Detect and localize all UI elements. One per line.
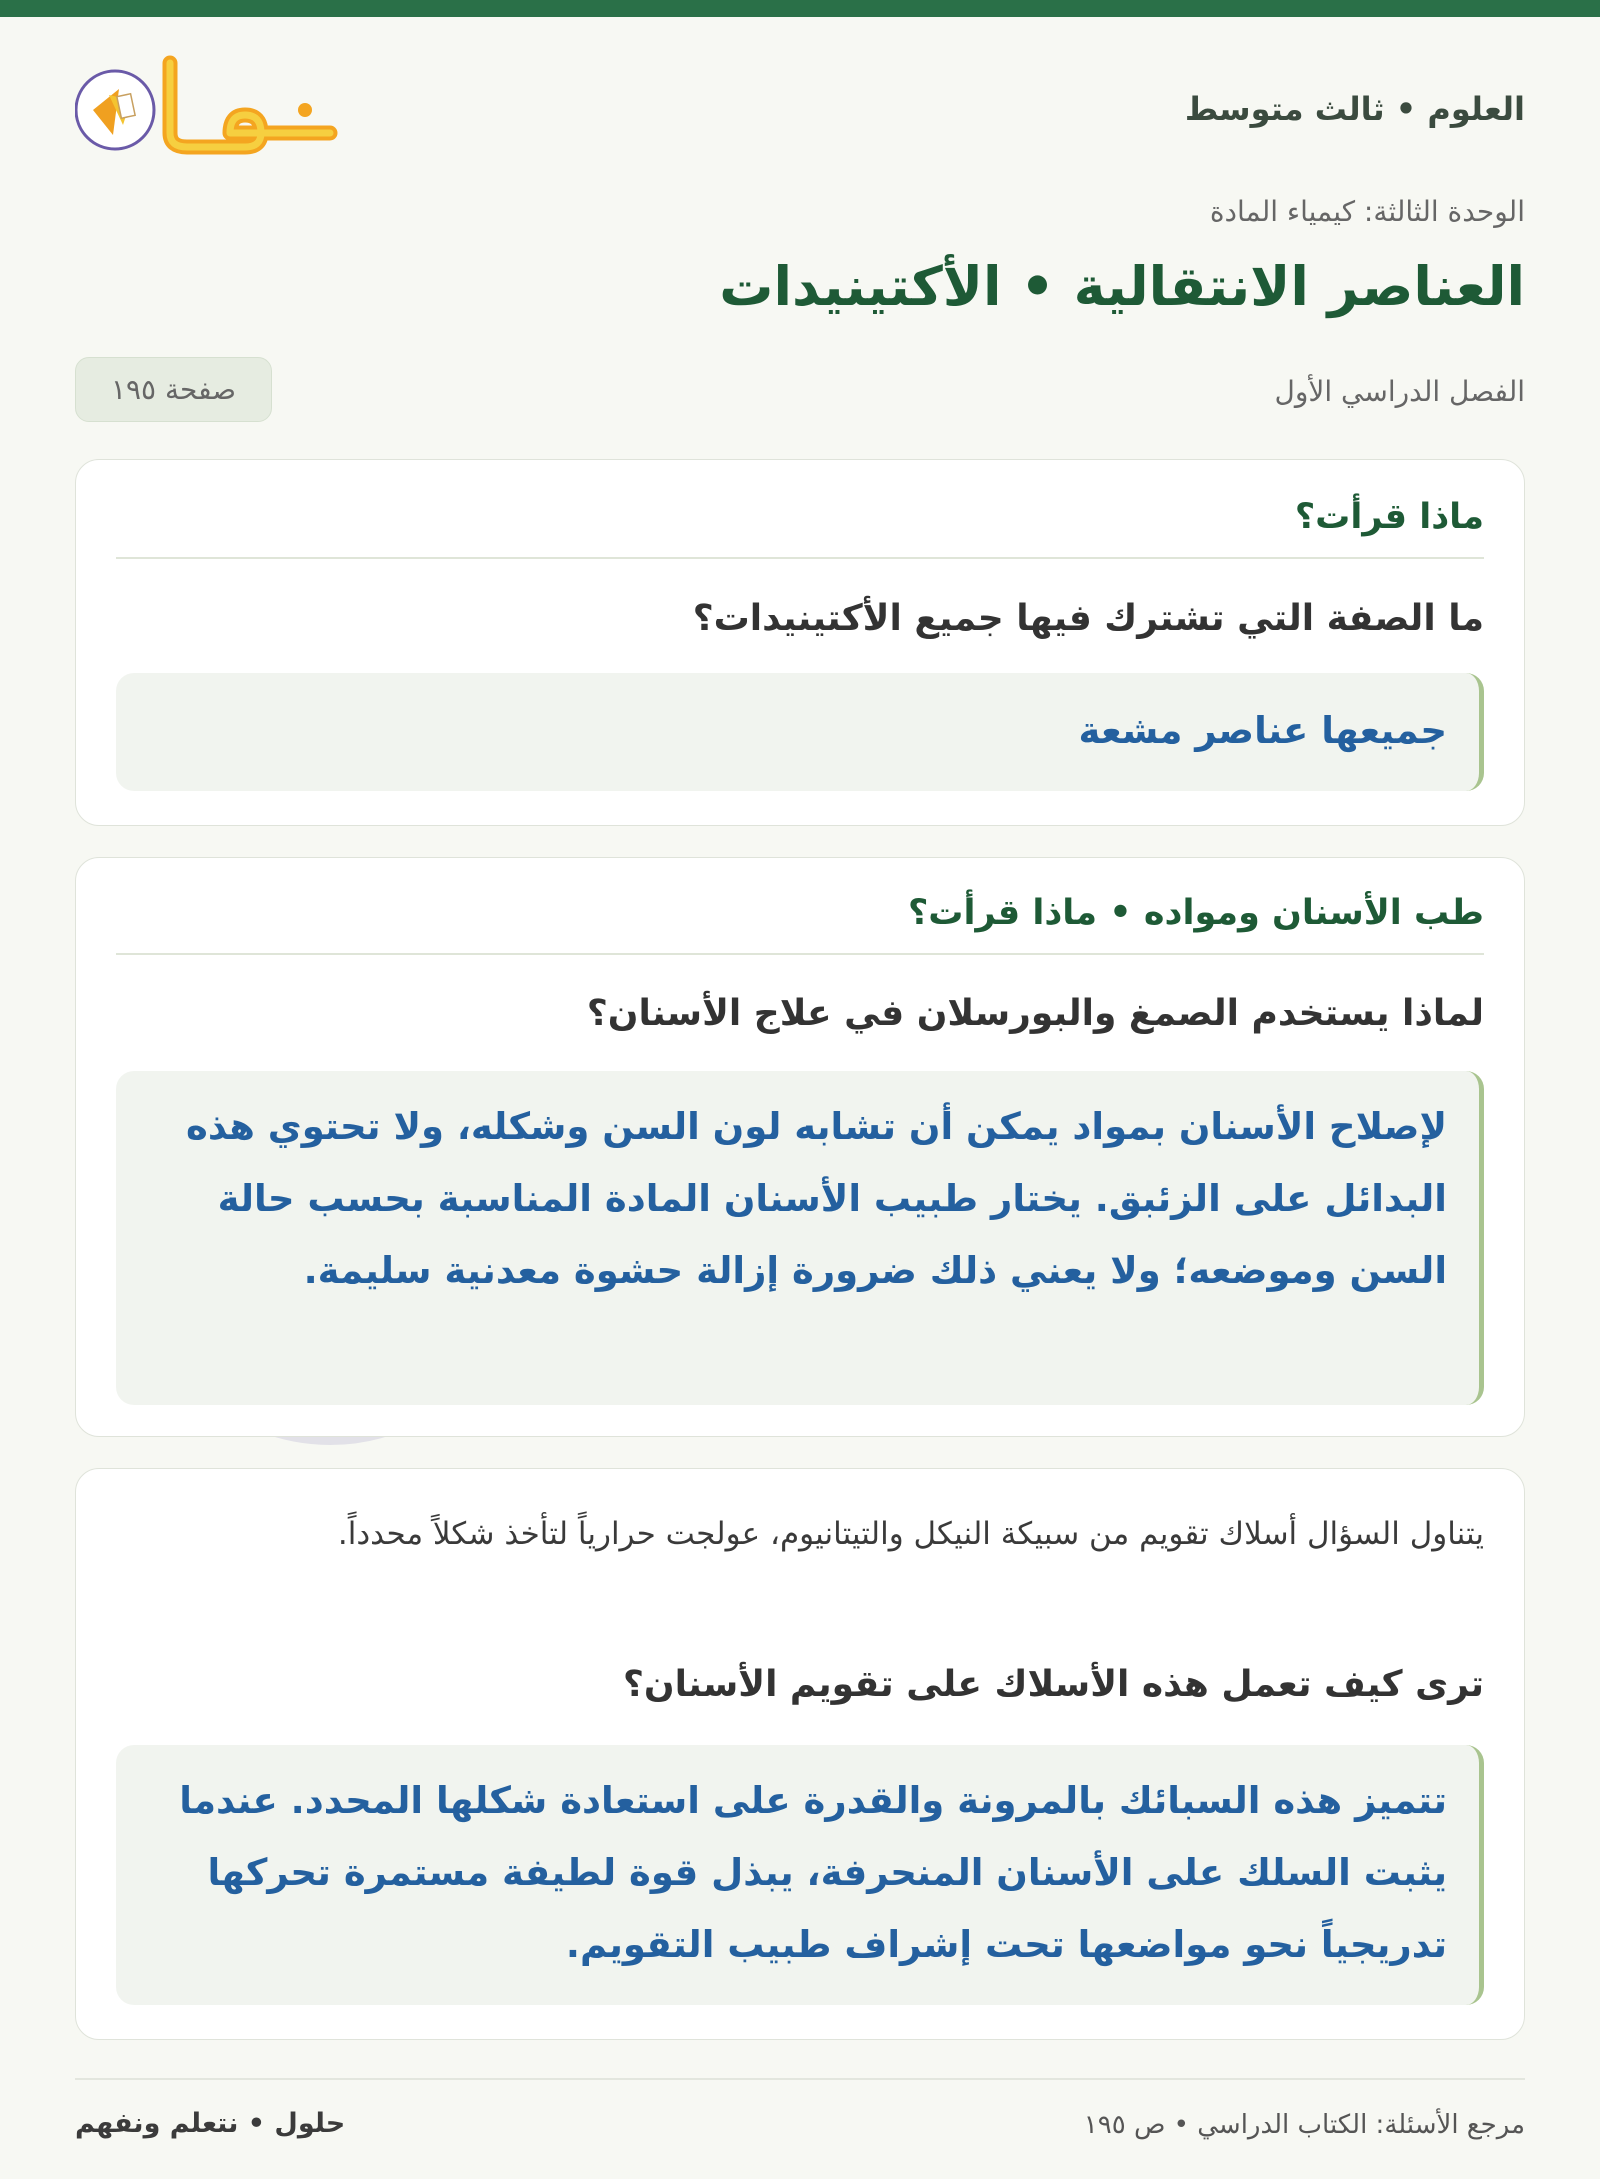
footer-divider — [75, 2078, 1525, 2080]
question-intro: يتناول السؤال أسلاك تقويم من سبيكة النيكل والتيتانيوم، عولجت حرارياً لتأخذ شكلاً محدداً. — [337, 1516, 1484, 1552]
footer-brand[interactable]: حلول • نتعلم ونفهم — [75, 2108, 346, 2139]
answer-box: تتميز هذه السبائك بالمرونة والقدرة على استعادة شكلها المحدد. عندما يثبت السلك على الأسنان المنحرفة، يبذل قوة لطيفة مستمرة تحركها تدريجياً نحو مواضعها تحت إشراف طبيب التقويم. — [116, 1745, 1484, 2005]
unit-label: الوحدة الثالثة: كيمياء المادة — [1209, 195, 1525, 228]
question-card-3 — [75, 1468, 1525, 2040]
header — [75, 55, 1525, 165]
question-card-2 — [75, 857, 1525, 1437]
question-text: ما الصفة التي تشترك فيها جميع الأكتينيدات؟ — [692, 598, 1484, 639]
answer-box: جميعها عناصر مشعة — [116, 673, 1484, 791]
page-title: العناصر الانتقالية • الأكتينيدات — [719, 255, 1525, 318]
question-card-1 — [75, 459, 1525, 826]
footer-reference: مرجع الأسئلة: الكتاب الدراسي • ص ١٩٥ — [1083, 2110, 1525, 2140]
page-number-badge: صفحة ١٩٥ — [75, 357, 272, 422]
hulool-logo[interactable] — [75, 55, 345, 165]
subject-label: العلوم • ثالث متوسط — [1184, 90, 1525, 128]
card-divider — [116, 557, 1484, 559]
top-accent-bar — [0, 0, 1600, 17]
question-text: ترى كيف تعمل هذه الأسلاك على تقويم الأسنان؟ — [623, 1664, 1484, 1705]
card-title: ماذا قرأت؟ — [1294, 497, 1484, 537]
card-divider — [116, 953, 1484, 955]
card-title: طب الأسنان ومواده • ماذا قرأت؟ — [907, 893, 1484, 933]
question-text: لماذا يستخدم الصمغ والبورسلان في علاج الأسنان؟ — [586, 993, 1484, 1034]
semester-label: الفصل الدراسي الأول — [1274, 375, 1525, 408]
answer-box: لإصلاح الأسنان بمواد يمكن أن تشابه لون السن وشكله، ولا تحتوي هذه البدائل على الزئبق. يختار طبيب الأسنان المادة المناسبة بحسب حالة السن وموضعه؛ ولا يعني ذلك ضرورة إزالة حشوة معدنية سليمة. — [116, 1071, 1484, 1405]
